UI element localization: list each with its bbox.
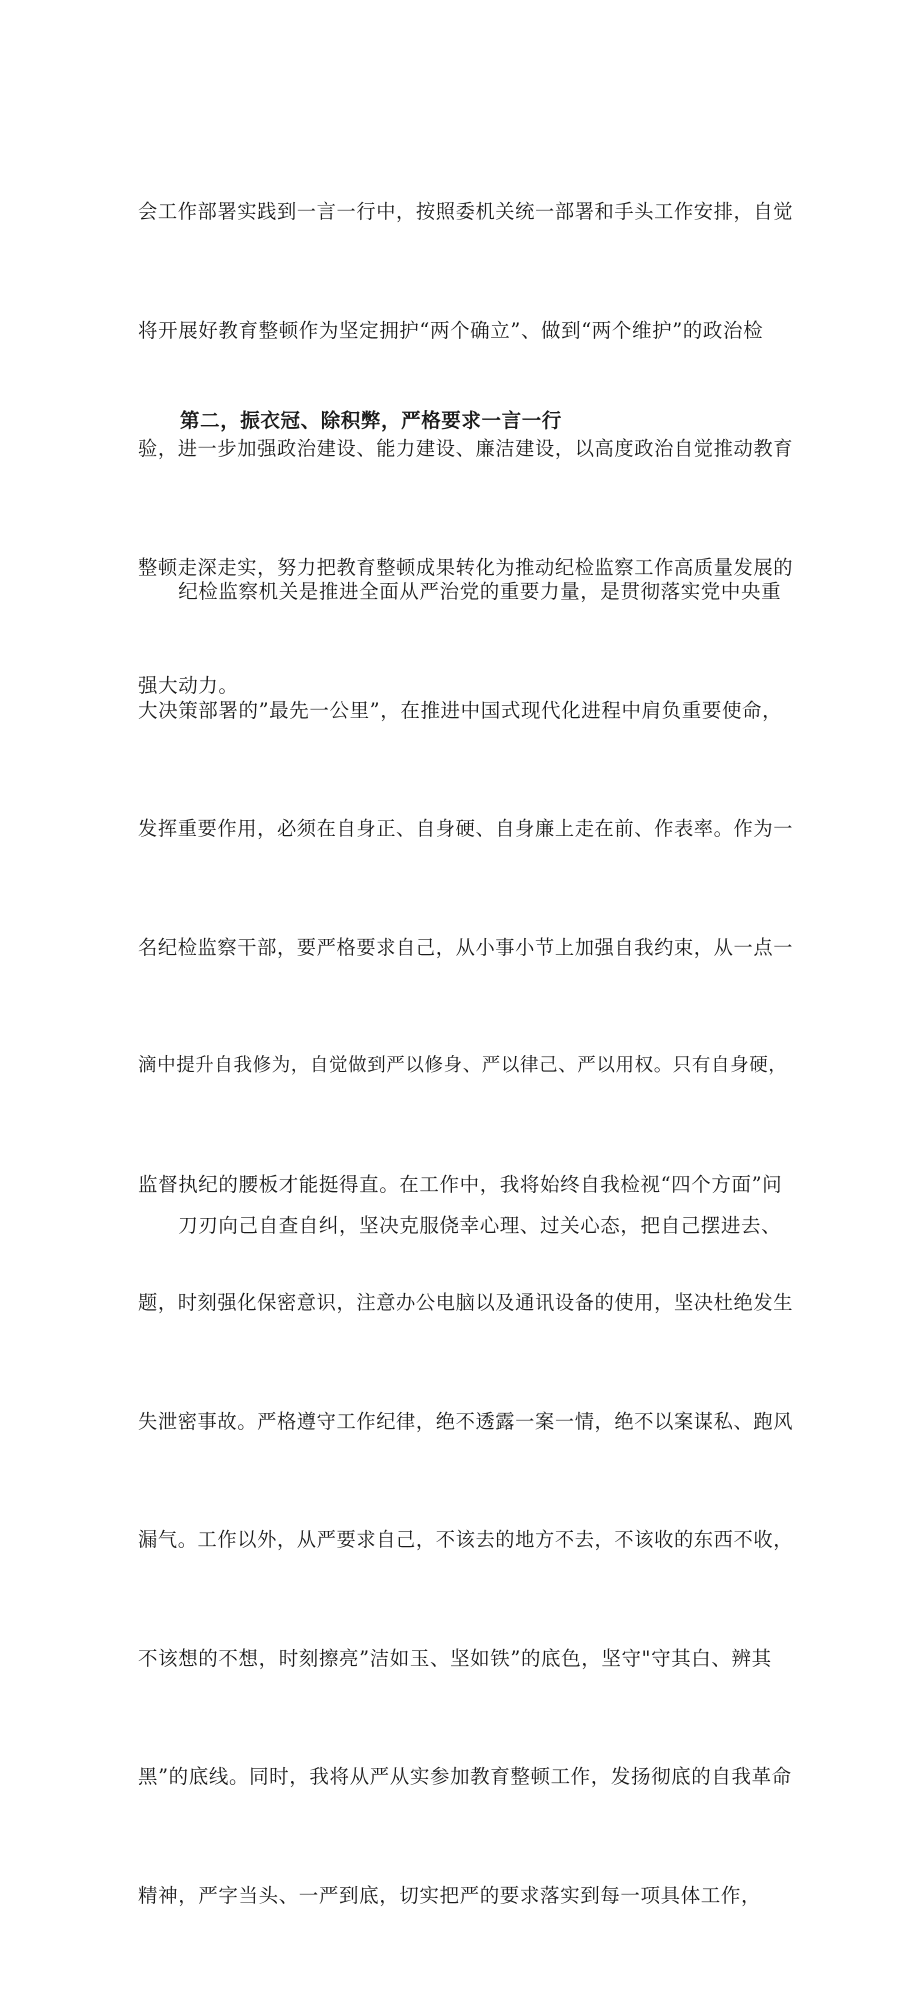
paragraph-line: 监督执纪的腰板才能挺得直。在工作中，我将始终自我检视“四个方面”问 xyxy=(138,1172,783,1196)
paragraph-line: 大决策部署的”最先一公里”，在推进中国式现代化进程中肩负重要使命， xyxy=(138,698,783,722)
paragraph-line: 失泄密事故。严格遵守工作纪律，绝不透露一案一情，绝不以案谋私、跑风 xyxy=(138,1409,794,1433)
paragraph-3 xyxy=(138,1127,794,1325)
paragraph-line: 整顿走深走实，努力把教育整顿成果转化为推动纪检监察工作高质量发展的 xyxy=(138,555,794,579)
paragraph-line: 会工作部署实践到一言一行中，按照委机关统一部署和手头工作安排，自觉 xyxy=(138,200,794,223)
paragraph-line: 刀刃向己自查自纠，坚决克服侥幸心理、过关心态，把自己摆进去、 xyxy=(138,1214,782,1237)
paragraph-line: 不该想的不想，时刻擦亮”洁如玉、坚如铁”的底色，坚守"守其白、辨其 xyxy=(138,1646,772,1670)
paragraph-line: 验，进一步加强政治建设、能力建设、廉洁建设，以高度政治自觉推动教育 xyxy=(138,437,794,460)
paragraph-line: 滴中提升自我修为，自觉做到严以修身、严以律己、严以用权。只有自身硬， xyxy=(138,1055,788,1076)
paragraph-line: 题，时刻强化保密意识，注意办公电脑以及通讯设备的使用，坚决杜绝发生 xyxy=(138,1291,794,1314)
paragraph-line: 精神，严字当头、一严到底，切实把严的要求落实到每一项具体工作， xyxy=(138,1883,762,1907)
section-heading: 第二，振衣冠、除积弊，严格要求一言一行 xyxy=(180,409,562,432)
paragraph-line: 强大动力。 xyxy=(138,674,239,697)
paragraph-line: 漏气。工作以外，从严要求自己，不该去的地方不去，不该收的东西不收， xyxy=(138,1528,794,1551)
paragraph-line: 黑”的底线。同时，我将从严从实参加教育整顿工作，发扬彻底的自我革命 xyxy=(138,1765,792,1788)
paragraph-line: 名纪检监察干部，要严格要求自己，从小事小节上加强自我约束，从一点一 xyxy=(138,935,794,959)
paragraph-line: 将开展好教育整顿作为坚定拥护“两个确立”、做到“两个维护”的政治检 xyxy=(138,318,764,342)
paragraph-line: 发挥重要作用，必须在自身正、自身硬、自身廉上走在前、作表率。作为一 xyxy=(138,817,794,840)
paragraph-line: 纪检监察机关是推进全面从严治党的重要力量，是贯彻落实党中央重 xyxy=(138,580,782,603)
